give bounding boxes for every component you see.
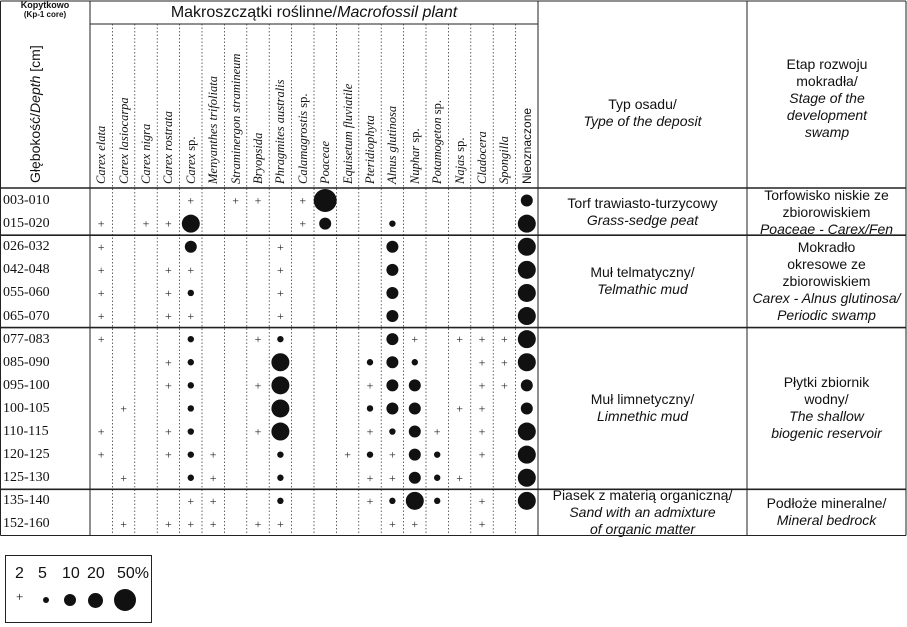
abundance-dot-10 (409, 449, 421, 461)
trace-plus-mark: + (254, 516, 262, 531)
trace-plus-mark: + (299, 216, 307, 231)
legend-symbol-plus: + (16, 589, 24, 604)
trace-plus-mark: + (456, 401, 463, 416)
legend-symbol-dot (64, 594, 76, 606)
trace-plus-mark: + (277, 239, 284, 254)
taxon-label-plain: sp. (430, 99, 445, 118)
deposit-type-en: Telmathic mud (597, 281, 688, 298)
depth-label: 100-105 (3, 400, 50, 416)
abundance-dot-20 (406, 492, 424, 510)
trace-plus-mark: + (366, 424, 374, 439)
trace-plus-mark: + (478, 332, 486, 347)
abundance-dot-5 (389, 498, 395, 504)
taxon-label-italic: Carex rostrata (161, 110, 176, 184)
taxon-label-italic: Bryopsida (251, 132, 265, 184)
trace-plus-mark: + (501, 332, 508, 347)
abundance-dot-5 (412, 359, 418, 365)
taxon-label-italic: Spongilla (497, 136, 512, 184)
trace-plus-mark: + (501, 355, 508, 370)
deposit-type-pl: Muł limnetyczny/ (590, 391, 695, 408)
deposit-type-en: Limnethic mud (596, 408, 689, 425)
wetland-stage-line: okresowe ze (787, 255, 866, 272)
deposit-type-en: of organic matter (589, 520, 696, 537)
trace-plus-mark: + (97, 447, 105, 462)
abundance-dot-10 (409, 472, 421, 484)
trace-plus-mark: + (209, 447, 217, 462)
trace-plus-mark: + (209, 516, 217, 531)
abundance-dot-10 (409, 402, 421, 414)
taxon-label-plain: sp. (183, 136, 198, 154)
taxon-label-italic: Najas (452, 154, 467, 184)
trace-plus-mark: + (344, 447, 351, 462)
wetland-stage-line: The shallow (789, 408, 864, 425)
depth-label: 152-160 (3, 516, 50, 532)
abundance-dot-20 (518, 284, 536, 302)
trace-plus-mark: + (277, 516, 284, 531)
legend-label: 2 (15, 565, 24, 582)
taxon-label-italic: Carex lasiocarpa (116, 97, 131, 184)
abundance-dot-5 (389, 220, 395, 226)
abundance-dot-5 (277, 475, 283, 481)
depth-label: 026-032 (3, 239, 50, 255)
abundance-dot-10 (386, 379, 398, 391)
trace-plus-mark: + (165, 216, 172, 231)
depth-label: 065-070 (3, 308, 50, 324)
trace-plus-mark: + (478, 355, 486, 370)
trace-plus-mark: + (277, 262, 284, 277)
trace-plus-mark: + (456, 332, 463, 347)
trace-plus-mark: + (165, 309, 172, 324)
trace-plus-mark: + (165, 424, 172, 439)
abundance-dot-5 (188, 428, 194, 434)
trace-plus-mark: + (478, 447, 486, 462)
wetland-stage-line: Mokradło (797, 238, 856, 255)
trace-plus-mark: + (97, 216, 105, 231)
deposit-type-pl: Piasek z materią organiczną/ (552, 486, 733, 503)
trace-plus-mark: + (165, 447, 172, 462)
trace-plus-mark: + (389, 516, 396, 531)
taxon-label-italic: Cladocera (475, 131, 489, 184)
trace-plus-mark: + (366, 470, 374, 485)
abundance-dot-5 (188, 382, 194, 388)
trace-plus-mark: + (97, 285, 105, 300)
depth-label: 015-020 (3, 216, 50, 232)
legend-box (5, 555, 152, 623)
abundance-dot-5 (188, 475, 194, 481)
trace-plus-mark: + (187, 309, 195, 324)
trace-plus-mark: + (209, 493, 217, 508)
abundance-dot-10 (409, 379, 421, 391)
trace-plus-mark: + (478, 424, 486, 439)
abundance-dot-5 (188, 359, 194, 365)
abundance-dot-5 (367, 405, 373, 411)
wetland-stage-line: biogenic reservoir (771, 425, 882, 442)
taxon-label-italic: Calamagrostis (295, 110, 310, 184)
trace-plus-mark: + (165, 262, 172, 277)
abundance-dot-10 (386, 356, 398, 368)
deposit-type-pl: Torf trawiasto-turzycowy (567, 195, 718, 212)
depth-label: 077-083 (3, 331, 50, 347)
depth-label: 055-060 (3, 285, 50, 301)
trace-plus-mark: + (478, 378, 486, 393)
taxon-label-plain: sp. (452, 137, 467, 155)
abundance-dot-5 (277, 336, 283, 342)
abundance-dot-20 (271, 399, 289, 417)
depth-label: 125-130 (3, 470, 50, 486)
trace-plus-mark: + (433, 424, 441, 439)
abundance-dot-5 (367, 451, 373, 457)
depth-label: 120-125 (3, 447, 50, 463)
trace-plus-mark: + (478, 516, 486, 531)
trace-plus-mark: + (411, 332, 419, 347)
abundance-dot-10 (386, 333, 398, 345)
abundance-dot-20 (518, 215, 536, 233)
trace-plus-mark: + (254, 193, 262, 208)
taxon-label-italic: Carex elata (94, 125, 109, 184)
abundance-dot-20 (182, 215, 200, 233)
deposit-type-en: Grass-sedge peat (586, 212, 699, 229)
abundance-dot-20 (518, 307, 536, 325)
taxon-label-italic: Menyanthes trifoliata (206, 76, 221, 184)
taxon-label-italic: Nuphar (407, 145, 422, 184)
trace-plus-mark: + (277, 285, 284, 300)
deposit-header-en: Type of the deposit (583, 113, 702, 129)
wetland-stage-line: wodny/ (804, 391, 849, 408)
trace-plus-mark: + (501, 378, 508, 393)
core-name: (Kp-1 core) (23, 10, 67, 19)
abundance-dot-20 (518, 423, 536, 441)
legend-symbol-dot (114, 589, 136, 611)
abundance-dot-20 (518, 469, 536, 487)
abundance-dot-20 (518, 492, 536, 510)
deposit-type-en: Sand with an admixture (569, 503, 716, 520)
abundance-dot-5 (188, 405, 194, 411)
taxon-label-italic: Pteridiophyta (363, 115, 377, 184)
trace-plus-mark: + (120, 516, 127, 531)
abundance-dot-20 (518, 261, 536, 279)
stage-header-en-2: development (786, 107, 868, 123)
taxon-label-italic: Carex (183, 153, 198, 184)
depth-label: 095-100 (3, 377, 50, 393)
trace-plus-mark: + (389, 470, 396, 485)
trace-plus-mark: + (187, 193, 195, 208)
abundance-dot-10 (521, 195, 533, 207)
abundance-dot-20 (271, 423, 289, 441)
trace-plus-mark: + (97, 309, 105, 324)
abundance-dot-10 (521, 379, 533, 391)
trace-plus-mark: + (254, 424, 262, 439)
depth-label: 085-090 (3, 354, 50, 370)
trace-plus-mark: + (187, 516, 195, 531)
abundance-dot-10 (409, 426, 421, 438)
abundance-dot-5 (434, 498, 440, 504)
trace-plus-mark: + (97, 332, 105, 347)
trace-plus-mark: + (165, 355, 172, 370)
abundance-dot-5 (277, 451, 283, 457)
wetland-stage-line: zbiorowiskiem (782, 272, 871, 289)
trace-plus-mark: + (97, 424, 105, 439)
abundance-dot-10 (521, 402, 533, 414)
taxon-label-italic: Potamogeton (430, 117, 445, 184)
trace-plus-mark: + (97, 239, 105, 254)
trace-plus-mark: + (187, 493, 195, 508)
wetland-stage-line: zbiorowiskiem (782, 203, 871, 220)
legend-label: 50% (117, 565, 150, 582)
legend-symbol-dot (43, 597, 50, 604)
stage-header-pl-1: Etap rozwoju (786, 56, 868, 72)
legend-label: 5 (38, 565, 47, 582)
wetland-stage-line: Podłoże mineralne/ (766, 495, 887, 512)
abundance-dot-5 (389, 428, 395, 434)
abundance-dot-5 (188, 290, 194, 296)
abundance-dot-5 (277, 498, 283, 504)
taxon-label-italic: Equisetum fluviatile (340, 83, 355, 184)
depth-label: 110-115 (3, 424, 49, 439)
taxon-label-italic: Alnus glutinosa (385, 105, 400, 184)
trace-plus-mark: + (254, 378, 262, 393)
legend-label: 10 (62, 565, 80, 582)
stage-header-en-3: swamp (804, 124, 850, 140)
taxon-label-plain: sp. (295, 93, 310, 111)
site-name: Kopytkowo (20, 0, 70, 10)
abundance-dot-10 (185, 241, 197, 253)
abundance-dot-10 (386, 264, 398, 276)
trace-plus-mark: + (232, 193, 239, 208)
wetland-stage-line: Mineral bedrock (776, 512, 877, 529)
abundance-dot-50 (314, 189, 337, 212)
depth-axis-label: Głębokość/Depth [cm] (27, 45, 43, 183)
depth-label: 135-140 (3, 493, 50, 509)
taxon-label-italic: Carex nigra (139, 123, 153, 184)
abundance-dot-20 (518, 446, 536, 464)
trace-plus-mark: + (165, 516, 172, 531)
abundance-dot-20 (518, 330, 536, 348)
taxon-label-plain: Nieoznaczone (519, 107, 534, 184)
abundance-dot-10 (386, 241, 398, 253)
taxon-label-italic: Phragmites australis (273, 79, 288, 184)
abundance-dot-10 (386, 402, 398, 414)
abundance-dot-5 (188, 336, 194, 342)
trace-plus-mark: + (142, 216, 150, 231)
wetland-stage-line: Poaceae - Carex/Fen (759, 220, 894, 237)
wetland-stage-line: Carex - Alnus glutinosa/ (752, 289, 901, 306)
abundance-dot-20 (271, 376, 289, 394)
deposit-type-pl: Muł telmatyczny/ (590, 264, 695, 281)
wetland-stage-line: Periodic swamp (777, 306, 876, 323)
trace-plus-mark: + (411, 516, 419, 531)
abundance-dot-20 (518, 353, 536, 371)
taxon-label-plain: sp. (407, 128, 422, 146)
abundance-dot-20 (271, 353, 289, 371)
trace-plus-mark: + (165, 378, 172, 393)
depth-label: 003-010 (3, 193, 50, 208)
legend-symbol-dot (88, 593, 103, 608)
abundance-dot-20 (518, 238, 536, 256)
trace-plus-mark: + (187, 262, 195, 277)
abundance-dot-10 (386, 310, 398, 322)
abundance-dot-5 (434, 475, 440, 481)
trace-plus-mark: + (456, 470, 463, 485)
trace-plus-mark: + (97, 262, 105, 277)
stage-header-en-1: Stage of the (789, 90, 865, 106)
trace-plus-mark: + (254, 332, 262, 347)
depth-label: 042-048 (3, 262, 50, 278)
trace-plus-mark: + (209, 470, 217, 485)
trace-plus-mark: + (478, 401, 486, 416)
abundance-dot-5 (434, 451, 440, 457)
trace-plus-mark: + (277, 309, 284, 324)
trace-plus-mark: + (366, 378, 374, 393)
wetland-stage-line: Torfowisko niskie ze (764, 186, 889, 203)
abundance-dot-5 (188, 451, 194, 457)
deposit-header-pl: Typ osadu/ (608, 96, 677, 112)
trace-plus-mark: + (389, 447, 396, 462)
trace-plus-mark: + (299, 193, 307, 208)
stage-header-pl-2: mokradła/ (796, 73, 858, 89)
taxon-label-italic: Straminergon stramineum (228, 53, 243, 184)
wetland-stage-line: Płytki zbiornik (783, 374, 870, 391)
macrofossil-title: Makroszczątki roślinne/Macrofossil plant (170, 4, 458, 21)
trace-plus-mark: + (366, 493, 374, 508)
abundance-dot-5 (367, 359, 373, 365)
trace-plus-mark: + (478, 493, 486, 508)
abundance-dot-10 (319, 218, 331, 230)
trace-plus-mark: + (165, 285, 172, 300)
trace-plus-mark: + (120, 470, 127, 485)
legend-label: 20 (87, 565, 105, 582)
trace-plus-mark: + (120, 401, 127, 416)
taxon-label-italic: Poaceae (318, 140, 333, 184)
abundance-dot-10 (386, 287, 398, 299)
